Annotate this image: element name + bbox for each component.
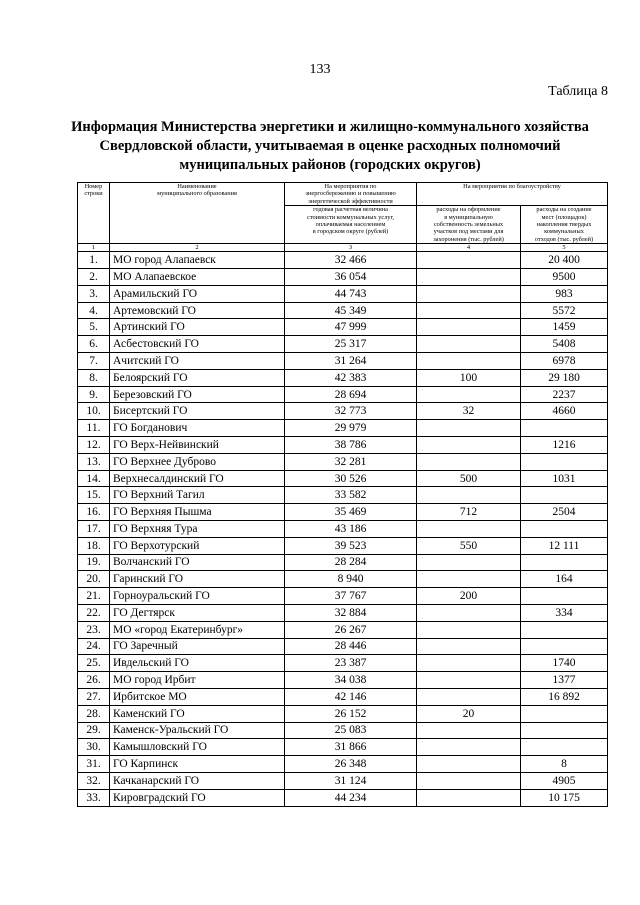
cell-energy-value: 23 387	[285, 655, 417, 672]
cell-municipality-name: Ивдельский ГО	[110, 655, 285, 672]
cell-waste-sites-value: 12 111	[521, 537, 608, 554]
cell-row-number: 20.	[78, 571, 110, 588]
cell-burial-land-value	[417, 672, 521, 689]
table-row	[78, 319, 608, 336]
cell-row-number: 7.	[78, 353, 110, 370]
page-number: 133	[309, 62, 331, 77]
header-line: собственность земельных	[433, 221, 504, 229]
cell-burial-land-value	[417, 655, 521, 672]
table-row	[78, 420, 608, 437]
header-col4	[417, 206, 521, 244]
cell-burial-land-value	[417, 604, 521, 621]
cell-burial-land-value: 712	[417, 504, 521, 521]
cell-municipality-name: МО «город Екатеринбург»	[110, 621, 285, 638]
header-line: расходы на оформление	[436, 206, 501, 214]
header-line: оплачиваемая населением	[315, 221, 386, 229]
table-row	[78, 386, 608, 403]
cell-municipality-name: ГО Дегтярск	[110, 604, 285, 621]
header-line: участков под местами для	[433, 228, 504, 236]
header-line: энергетической эффективности	[308, 197, 393, 205]
cell-energy-value: 28 446	[285, 638, 417, 655]
cell-burial-land-value: 550	[417, 537, 521, 554]
cell-row-number: 5.	[78, 319, 110, 336]
cell-energy-value: 42 146	[285, 688, 417, 705]
cell-burial-land-value	[417, 269, 521, 286]
cell-burial-land-value	[417, 722, 521, 739]
cell-waste-sites-value: 1216	[521, 437, 608, 454]
cell-waste-sites-value: 4660	[521, 403, 608, 420]
header-line: коммунальных	[544, 228, 584, 236]
cell-burial-land-value	[417, 554, 521, 571]
table-row	[78, 302, 608, 319]
cell-municipality-name: ГО Заречный	[110, 638, 285, 655]
header-line: На мероприятия по благоустройству	[463, 183, 561, 190]
cell-municipality-name: ГО Карпинск	[110, 756, 285, 773]
cell-burial-land-value	[417, 756, 521, 773]
table-row	[78, 672, 608, 689]
header-line: захоронения (тыс. рублей)	[433, 235, 504, 243]
header-col3	[285, 206, 417, 244]
table-row	[78, 554, 608, 571]
table-row	[78, 705, 608, 722]
cell-energy-value: 26 267	[285, 621, 417, 638]
cell-row-number: 14.	[78, 470, 110, 487]
cell-municipality-name: Волчанский ГО	[110, 554, 285, 571]
column-number-row	[78, 244, 608, 252]
data-table	[77, 182, 608, 807]
column-number: 4	[417, 244, 521, 252]
cell-waste-sites-value: 5408	[521, 336, 608, 353]
cell-municipality-name: Березовский ГО	[110, 386, 285, 403]
header-row-num	[78, 183, 110, 244]
header-col5	[521, 206, 608, 244]
table-row	[78, 437, 608, 454]
cell-row-number: 32.	[78, 772, 110, 789]
header-row	[78, 183, 608, 206]
table-row	[78, 621, 608, 638]
header-line: Номер	[84, 183, 103, 190]
table-row	[78, 269, 608, 286]
table-row	[78, 756, 608, 773]
header-line: накопления твердых	[536, 221, 592, 229]
cell-row-number: 17.	[78, 521, 110, 538]
cell-municipality-name: Артемовский ГО	[110, 302, 285, 319]
cell-municipality-name: МО город Ирбит	[110, 672, 285, 689]
cell-waste-sites-value: 1740	[521, 655, 608, 672]
table-row	[78, 604, 608, 621]
cell-waste-sites-value: 20 400	[521, 252, 608, 269]
cell-row-number: 33.	[78, 789, 110, 806]
cell-waste-sites-value	[521, 588, 608, 605]
header-line: На мероприятия по	[324, 183, 377, 190]
cell-energy-value: 28 284	[285, 554, 417, 571]
table-row	[78, 453, 608, 470]
cell-energy-value: 37 767	[285, 588, 417, 605]
table-row	[78, 285, 608, 302]
cell-energy-value: 47 999	[285, 319, 417, 336]
cell-row-number: 19.	[78, 554, 110, 571]
cell-waste-sites-value: 16 892	[521, 688, 608, 705]
cell-waste-sites-value	[521, 487, 608, 504]
cell-waste-sites-value	[521, 521, 608, 538]
header-line: в муниципальную	[444, 213, 493, 221]
cell-municipality-name: Артинский ГО	[110, 319, 285, 336]
column-number: 3	[285, 244, 417, 252]
cell-municipality-name: МО Алапаевское	[110, 269, 285, 286]
cell-row-number: 1.	[78, 252, 110, 269]
header-energy-group	[285, 183, 417, 206]
table-row	[78, 739, 608, 756]
header-line: отходов (тыс. рублей)	[534, 235, 594, 243]
cell-burial-land-value: 500	[417, 470, 521, 487]
cell-municipality-name: Ирбитское МО	[110, 688, 285, 705]
cell-burial-land-value	[417, 420, 521, 437]
cell-waste-sites-value: 9500	[521, 269, 608, 286]
cell-row-number: 8.	[78, 369, 110, 386]
cell-waste-sites-value	[521, 554, 608, 571]
cell-municipality-name: Камышловский ГО	[110, 739, 285, 756]
cell-row-number: 29.	[78, 722, 110, 739]
cell-waste-sites-value	[521, 453, 608, 470]
cell-row-number: 9.	[78, 386, 110, 403]
cell-burial-land-value	[417, 437, 521, 454]
table-row	[78, 252, 608, 269]
cell-energy-value: 38 786	[285, 437, 417, 454]
cell-energy-value: 26 348	[285, 756, 417, 773]
cell-waste-sites-value: 1459	[521, 319, 608, 336]
cell-energy-value: 36 054	[285, 269, 417, 286]
table-row	[78, 521, 608, 538]
header-line: стоимости коммунальных услуг,	[307, 213, 394, 221]
cell-municipality-name: ГО Верх-Нейвинский	[110, 437, 285, 454]
cell-row-number: 6.	[78, 336, 110, 353]
cell-burial-land-value	[417, 336, 521, 353]
table-row	[78, 336, 608, 353]
document-title: Информация Министерства энергетики и жилищно-коммунального хозяйства Свердловской области, учитываемая в оценке расходных полномочий муниципальных районов (городских округов)	[71, 119, 589, 173]
cell-energy-value: 35 469	[285, 504, 417, 521]
table-row	[78, 504, 608, 521]
cell-row-number: 28.	[78, 705, 110, 722]
table-row	[78, 722, 608, 739]
cell-waste-sites-value: 1377	[521, 672, 608, 689]
cell-row-number: 15.	[78, 487, 110, 504]
cell-energy-value: 39 523	[285, 537, 417, 554]
cell-energy-value: 31 124	[285, 772, 417, 789]
column-number: 1	[78, 244, 110, 252]
header-line: расходы на создание	[536, 206, 592, 214]
cell-row-number: 18.	[78, 537, 110, 554]
cell-burial-land-value	[417, 638, 521, 655]
table-row	[78, 487, 608, 504]
cell-burial-land-value	[417, 571, 521, 588]
table-row	[78, 789, 608, 806]
column-number: 5	[521, 244, 608, 252]
cell-waste-sites-value: 29 180	[521, 369, 608, 386]
cell-waste-sites-value: 2237	[521, 386, 608, 403]
cell-energy-value: 25 083	[285, 722, 417, 739]
cell-municipality-name: Верхнесалдинский ГО	[110, 470, 285, 487]
cell-burial-land-value	[417, 521, 521, 538]
cell-burial-land-value	[417, 353, 521, 370]
cell-municipality-name: ГО Верхотурский	[110, 537, 285, 554]
cell-waste-sites-value	[521, 420, 608, 437]
cell-energy-value: 25 317	[285, 336, 417, 353]
cell-waste-sites-value: 164	[521, 571, 608, 588]
cell-energy-value: 44 743	[285, 285, 417, 302]
cell-waste-sites-value: 5572	[521, 302, 608, 319]
header-line: Наименование	[177, 183, 217, 190]
cell-municipality-name: Кировградский ГО	[110, 789, 285, 806]
cell-waste-sites-value	[521, 722, 608, 739]
cell-row-number: 26.	[78, 672, 110, 689]
cell-row-number: 27.	[78, 688, 110, 705]
cell-row-number: 10.	[78, 403, 110, 420]
cell-burial-land-value	[417, 453, 521, 470]
cell-energy-value: 31 866	[285, 739, 417, 756]
cell-waste-sites-value: 8	[521, 756, 608, 773]
cell-energy-value: 44 234	[285, 789, 417, 806]
cell-municipality-name: Гаринский ГО	[110, 571, 285, 588]
cell-municipality-name: ГО Верхняя Пышма	[110, 504, 285, 521]
cell-row-number: 4.	[78, 302, 110, 319]
header-name	[110, 183, 285, 244]
cell-waste-sites-value: 334	[521, 604, 608, 621]
cell-municipality-name: ГО Верхнее Дуброво	[110, 453, 285, 470]
cell-municipality-name: Горноуральский ГО	[110, 588, 285, 605]
cell-waste-sites-value	[521, 621, 608, 638]
cell-waste-sites-value	[521, 705, 608, 722]
cell-row-number: 11.	[78, 420, 110, 437]
header-line: строки	[84, 190, 103, 198]
table-row	[78, 369, 608, 386]
cell-waste-sites-value: 6978	[521, 353, 608, 370]
cell-burial-land-value	[417, 789, 521, 806]
header-line: мест (площадок)	[541, 213, 587, 221]
cell-municipality-name: Каменск-Уральский ГО	[110, 722, 285, 739]
cell-energy-value: 33 582	[285, 487, 417, 504]
cell-row-number: 24.	[78, 638, 110, 655]
cell-municipality-name: Ачитский ГО	[110, 353, 285, 370]
cell-municipality-name: МО город Алапаевск	[110, 252, 285, 269]
table-row	[78, 688, 608, 705]
cell-row-number: 2.	[78, 269, 110, 286]
cell-energy-value: 45 349	[285, 302, 417, 319]
cell-energy-value: 29 979	[285, 420, 417, 437]
cell-waste-sites-value	[521, 739, 608, 756]
cell-burial-land-value	[417, 386, 521, 403]
cell-row-number: 31.	[78, 756, 110, 773]
cell-energy-value: 32 281	[285, 453, 417, 470]
cell-energy-value: 30 526	[285, 470, 417, 487]
cell-row-number: 25.	[78, 655, 110, 672]
cell-energy-value: 32 773	[285, 403, 417, 420]
cell-burial-land-value	[417, 739, 521, 756]
cell-burial-land-value	[417, 621, 521, 638]
cell-burial-land-value	[417, 772, 521, 789]
cell-energy-value: 26 152	[285, 705, 417, 722]
cell-burial-land-value: 100	[417, 369, 521, 386]
cell-waste-sites-value	[521, 638, 608, 655]
table-row	[78, 571, 608, 588]
table-row	[78, 638, 608, 655]
cell-burial-land-value: 32	[417, 403, 521, 420]
cell-row-number: 23.	[78, 621, 110, 638]
cell-waste-sites-value: 1031	[521, 470, 608, 487]
header-line: годовая расчетная величина	[313, 206, 388, 214]
cell-burial-land-value	[417, 487, 521, 504]
cell-energy-value: 32 466	[285, 252, 417, 269]
cell-burial-land-value	[417, 285, 521, 302]
cell-municipality-name: Асбестовский ГО	[110, 336, 285, 353]
cell-energy-value: 28 694	[285, 386, 417, 403]
table-row	[78, 470, 608, 487]
table-row	[78, 588, 608, 605]
cell-municipality-name: ГО Верхний Тагил	[110, 487, 285, 504]
cell-waste-sites-value: 2504	[521, 504, 608, 521]
cell-row-number: 16.	[78, 504, 110, 521]
cell-row-number: 21.	[78, 588, 110, 605]
cell-burial-land-value	[417, 319, 521, 336]
table-row	[78, 537, 608, 554]
table-row	[78, 655, 608, 672]
cell-municipality-name: Арамильский ГО	[110, 285, 285, 302]
column-number: 2	[110, 244, 285, 252]
header-line: муниципального образования	[157, 190, 237, 198]
cell-energy-value: 42 383	[285, 369, 417, 386]
cell-row-number: 12.	[78, 437, 110, 454]
cell-burial-land-value	[417, 688, 521, 705]
cell-waste-sites-value: 10 175	[521, 789, 608, 806]
cell-burial-land-value	[417, 302, 521, 319]
cell-municipality-name: ГО Верхняя Тура	[110, 521, 285, 538]
cell-municipality-name: Каменский ГО	[110, 705, 285, 722]
cell-burial-land-value: 20	[417, 705, 521, 722]
header-line: энергосбережению и повышению	[305, 190, 396, 198]
table-row	[78, 353, 608, 370]
table-row	[78, 772, 608, 789]
cell-municipality-name: Белоярский ГО	[110, 369, 285, 386]
cell-energy-value: 32 884	[285, 604, 417, 621]
cell-row-number: 13.	[78, 453, 110, 470]
cell-energy-value: 31 264	[285, 353, 417, 370]
header-line: в городском округе (рублей)	[312, 228, 389, 236]
cell-energy-value: 43 186	[285, 521, 417, 538]
table-row	[78, 403, 608, 420]
cell-municipality-name: Бисертский ГО	[110, 403, 285, 420]
cell-municipality-name: Качканарский ГО	[110, 772, 285, 789]
header-improvement-group	[417, 183, 608, 206]
cell-row-number: 30.	[78, 739, 110, 756]
cell-waste-sites-value: 983	[521, 285, 608, 302]
cell-burial-land-value: 200	[417, 588, 521, 605]
cell-burial-land-value	[417, 252, 521, 269]
cell-energy-value: 8 940	[285, 571, 417, 588]
cell-row-number: 3.	[78, 285, 110, 302]
cell-waste-sites-value: 4905	[521, 772, 608, 789]
table-label: Таблица 8	[548, 84, 608, 99]
cell-municipality-name: ГО Богданович	[110, 420, 285, 437]
cell-energy-value: 34 038	[285, 672, 417, 689]
cell-row-number: 22.	[78, 604, 110, 621]
